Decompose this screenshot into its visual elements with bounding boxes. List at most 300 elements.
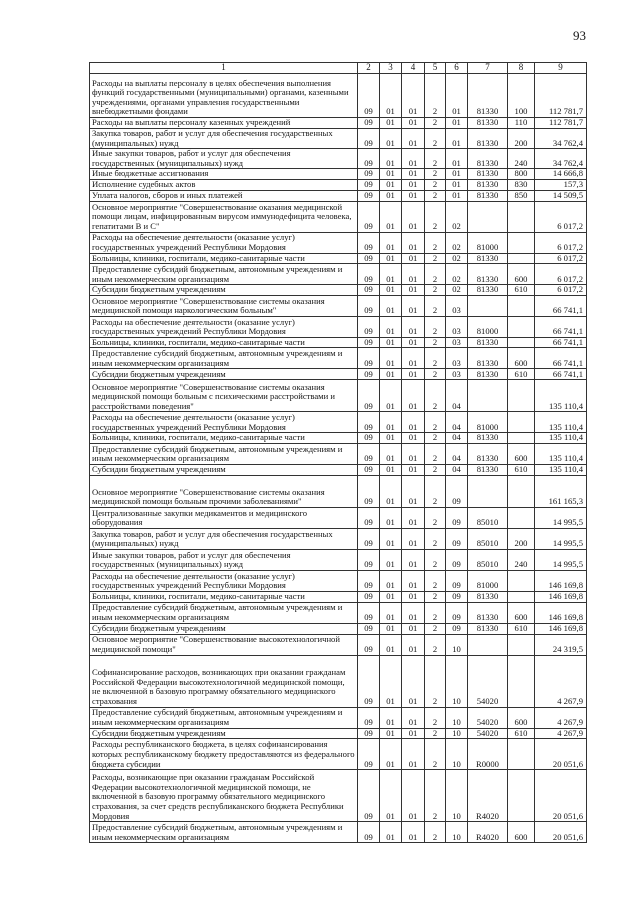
section-code: 01: [380, 285, 402, 296]
section-code: 01: [380, 591, 402, 602]
row-name: Расходы на обеспечение деятельности (оказание услуг) государственных учреждений Республики Мордовия: [90, 570, 358, 591]
type-code: [508, 316, 535, 337]
activity-code: 01: [446, 118, 468, 129]
table-body: [90, 74, 587, 843]
activity-code: 01: [446, 190, 468, 201]
expense-code: 81330: [468, 285, 508, 296]
section-code: 01: [380, 412, 402, 433]
ministry-code: 09: [358, 253, 380, 264]
expense-code: 81330: [468, 129, 508, 149]
table-row: [90, 443, 587, 464]
subsection-code: 01: [402, 728, 425, 739]
section-code: 01: [380, 475, 402, 507]
activity-code: 01: [446, 74, 468, 118]
row-name: Больницы, клиники, госпитали, медико-санитарные части: [90, 591, 358, 602]
expense-code: 81330: [468, 74, 508, 118]
type-code: 800: [508, 169, 535, 180]
subsection-code: 01: [402, 623, 425, 634]
type-code: 610: [508, 464, 535, 475]
column-header: 3: [380, 63, 402, 74]
activity-code: 10: [446, 655, 468, 707]
ministry-code: 09: [358, 201, 380, 232]
section-code: 01: [380, 253, 402, 264]
program-code: 2: [425, 412, 446, 433]
activity-code: 01: [446, 129, 468, 149]
section-code: 01: [380, 380, 402, 412]
program-code: 2: [425, 822, 446, 843]
amount: 135 110,4: [535, 412, 587, 433]
amount: 4 267,9: [535, 707, 587, 728]
type-code: [508, 253, 535, 264]
subsection-code: 01: [402, 655, 425, 707]
activity-code: 09: [446, 570, 468, 591]
subsection-code: 01: [402, 201, 425, 232]
ministry-code: 09: [358, 822, 380, 843]
ministry-code: 09: [358, 655, 380, 707]
type-code: 610: [508, 623, 535, 634]
section-code: 01: [380, 369, 402, 380]
amount: 66 741,1: [535, 295, 587, 316]
table-row: [90, 264, 587, 285]
ministry-code: 09: [358, 475, 380, 507]
amount: 66 741,1: [535, 337, 587, 348]
ministry-code: 09: [358, 295, 380, 316]
row-name: Предоставление субсидий бюджетным, автономным учреждениям и иным некоммерческим организациям: [90, 707, 358, 728]
type-code: [508, 337, 535, 348]
table-row: [90, 369, 587, 380]
subsection-code: 01: [402, 591, 425, 602]
amount: 112 781,7: [535, 118, 587, 129]
table-row: [90, 285, 587, 296]
table-row: [90, 507, 587, 528]
section-code: 01: [380, 433, 402, 444]
ministry-code: 09: [358, 337, 380, 348]
program-code: 2: [425, 707, 446, 728]
subsection-code: 01: [402, 129, 425, 149]
expense-code: 85010: [468, 507, 508, 528]
activity-code: 02: [446, 232, 468, 253]
expense-code: [468, 634, 508, 655]
activity-code: 03: [446, 348, 468, 369]
type-code: 610: [508, 728, 535, 739]
section-code: 01: [380, 707, 402, 728]
amount: 6 017,2: [535, 285, 587, 296]
subsection-code: 01: [402, 822, 425, 843]
amount: 4 267,9: [535, 655, 587, 707]
table-row: [90, 770, 587, 822]
program-code: 2: [425, 285, 446, 296]
type-code: 200: [508, 129, 535, 149]
subsection-code: 01: [402, 285, 425, 296]
subsection-code: 01: [402, 707, 425, 728]
program-code: 2: [425, 380, 446, 412]
activity-code: 04: [446, 433, 468, 444]
activity-code: 04: [446, 412, 468, 433]
amount: 135 110,4: [535, 464, 587, 475]
program-code: 2: [425, 179, 446, 190]
program-code: 2: [425, 295, 446, 316]
section-code: 01: [380, 337, 402, 348]
program-code: 2: [425, 443, 446, 464]
row-name: Предоставление субсидий бюджетным, автономным учреждениям и иным некоммерческим организациям: [90, 822, 358, 843]
amount: 146 169,8: [535, 570, 587, 591]
activity-code: 03: [446, 295, 468, 316]
row-name: Расходы на обеспечение деятельности (оказание услуг) государственных учреждений Республики Мордовия: [90, 412, 358, 433]
table-row: [90, 464, 587, 475]
program-code: 2: [425, 118, 446, 129]
program-code: 2: [425, 129, 446, 149]
column-header: 9: [535, 63, 587, 74]
amount: 66 741,1: [535, 348, 587, 369]
activity-code: 10: [446, 739, 468, 770]
section-code: 01: [380, 602, 402, 623]
amount: 4 267,9: [535, 728, 587, 739]
amount: 135 110,4: [535, 443, 587, 464]
expense-code: 81000: [468, 412, 508, 433]
expense-code: 81330: [468, 464, 508, 475]
subsection-code: 01: [402, 475, 425, 507]
subsection-code: 01: [402, 380, 425, 412]
subsection-code: 01: [402, 549, 425, 570]
amount: 146 169,8: [535, 591, 587, 602]
row-name: Софинансирование расходов, возникающих при оказании гражданам Российской Федерации высокотехнологичной медицинской помощи, не включенной в базовую программу обязательного медицинского страхования: [90, 655, 358, 707]
section-code: 01: [380, 232, 402, 253]
subsection-code: 01: [402, 179, 425, 190]
amount: 14 995,5: [535, 549, 587, 570]
section-code: 01: [380, 295, 402, 316]
activity-code: 03: [446, 369, 468, 380]
activity-code: 09: [446, 528, 468, 549]
program-code: 2: [425, 149, 446, 169]
amount: 14 995,5: [535, 507, 587, 528]
expense-code: 81330: [468, 623, 508, 634]
row-name: Предоставление субсидий бюджетным, автономным учреждениям и иным некоммерческим организациям: [90, 602, 358, 623]
expense-code: 81330: [468, 190, 508, 201]
section-code: 01: [380, 190, 402, 201]
expense-code: 81330: [468, 591, 508, 602]
activity-code: 09: [446, 507, 468, 528]
type-code: 600: [508, 707, 535, 728]
type-code: [508, 201, 535, 232]
expense-code: 81330: [468, 443, 508, 464]
ministry-code: 09: [358, 169, 380, 180]
table-row: [90, 118, 587, 129]
page-number: 93: [573, 28, 586, 43]
ministry-code: 09: [358, 118, 380, 129]
table-row: [90, 433, 587, 444]
expense-code: R4020: [468, 822, 508, 843]
column-header: 1: [90, 63, 358, 74]
section-code: 01: [380, 549, 402, 570]
row-name: Больницы, клиники, госпитали, медико-санитарные части: [90, 253, 358, 264]
table-row: [90, 337, 587, 348]
activity-code: 09: [446, 549, 468, 570]
type-code: [508, 475, 535, 507]
expense-code: 81330: [468, 253, 508, 264]
row-name: Субсидии бюджетным учреждениям: [90, 623, 358, 634]
subsection-code: 01: [402, 295, 425, 316]
row-name: Расходы на обеспечение деятельности (оказание услуг) государственных учреждений Республики Мордовия: [90, 232, 358, 253]
program-code: 2: [425, 475, 446, 507]
table-row: [90, 707, 587, 728]
activity-code: 04: [446, 380, 468, 412]
table-row: [90, 549, 587, 570]
expense-code: 81330: [468, 337, 508, 348]
row-name: Расходы на обеспечение деятельности (оказание услуг) государственных учреждений Республики Мордовия: [90, 316, 358, 337]
subsection-code: 01: [402, 316, 425, 337]
program-code: 2: [425, 369, 446, 380]
type-code: 610: [508, 285, 535, 296]
program-code: 2: [425, 739, 446, 770]
amount: 6 017,2: [535, 264, 587, 285]
row-name: Расходы республиканского бюджета, в целях софинансирования которых республиканскому бюджету предоставляются из федерального бюджета субсидии: [90, 739, 358, 770]
type-code: 200: [508, 528, 535, 549]
amount: 66 741,1: [535, 369, 587, 380]
ministry-code: 09: [358, 412, 380, 433]
expense-code: 81000: [468, 232, 508, 253]
subsection-code: 01: [402, 412, 425, 433]
activity-code: 02: [446, 201, 468, 232]
expense-code: 81330: [468, 169, 508, 180]
column-header: 8: [508, 63, 535, 74]
subsection-code: 01: [402, 634, 425, 655]
table-row: [90, 591, 587, 602]
activity-code: 02: [446, 285, 468, 296]
row-name: Иные закупки товаров, работ и услуг для обеспечения государственных (муниципальных) нужд: [90, 549, 358, 570]
expense-code: 85010: [468, 549, 508, 570]
type-code: 240: [508, 149, 535, 169]
subsection-code: 01: [402, 348, 425, 369]
type-code: [508, 507, 535, 528]
expense-code: 85010: [468, 528, 508, 549]
amount: 66 741,1: [535, 316, 587, 337]
type-code: 600: [508, 264, 535, 285]
expense-code: [468, 475, 508, 507]
amount: 20 051,6: [535, 822, 587, 843]
table-row: [90, 201, 587, 232]
type-code: 600: [508, 348, 535, 369]
row-name: Закупка товаров, работ и услуг для обеспечения государственных (муниципальных) нужд: [90, 129, 358, 149]
activity-code: 10: [446, 770, 468, 822]
program-code: 2: [425, 464, 446, 475]
table-row: [90, 295, 587, 316]
table-row: [90, 475, 587, 507]
table-row: [90, 380, 587, 412]
expense-code: 54020: [468, 707, 508, 728]
ministry-code: 09: [358, 507, 380, 528]
row-name: Основное мероприятие "Совершенствование высокотехнологичной медицинской помощи": [90, 634, 358, 655]
activity-code: 01: [446, 179, 468, 190]
section-code: 01: [380, 634, 402, 655]
expense-code: 81330: [468, 149, 508, 169]
amount: 6 017,2: [535, 232, 587, 253]
row-name: Субсидии бюджетным учреждениям: [90, 369, 358, 380]
expense-code: [468, 201, 508, 232]
expense-code: 81330: [468, 179, 508, 190]
section-code: 01: [380, 528, 402, 549]
amount: 6 017,2: [535, 201, 587, 232]
column-header: 6: [446, 63, 468, 74]
expense-code: [468, 380, 508, 412]
subsection-code: 01: [402, 739, 425, 770]
section-code: 01: [380, 118, 402, 129]
type-code: [508, 655, 535, 707]
section-code: 01: [380, 179, 402, 190]
activity-code: 09: [446, 475, 468, 507]
section-code: 01: [380, 74, 402, 118]
ministry-code: 09: [358, 602, 380, 623]
column-header: 5: [425, 63, 446, 74]
table-row: [90, 253, 587, 264]
section-code: 01: [380, 739, 402, 770]
table-row: [90, 623, 587, 634]
amount: 135 110,4: [535, 433, 587, 444]
program-code: 2: [425, 190, 446, 201]
program-code: 2: [425, 655, 446, 707]
activity-code: 10: [446, 822, 468, 843]
subsection-code: 01: [402, 118, 425, 129]
expense-code: 81330: [468, 602, 508, 623]
subsection-code: 01: [402, 528, 425, 549]
ministry-code: 09: [358, 348, 380, 369]
program-code: 2: [425, 201, 446, 232]
ministry-code: 09: [358, 707, 380, 728]
type-code: 600: [508, 602, 535, 623]
activity-code: 02: [446, 253, 468, 264]
ministry-code: 09: [358, 634, 380, 655]
ministry-code: 09: [358, 623, 380, 634]
table-row: [90, 655, 587, 707]
section-code: 01: [380, 728, 402, 739]
ministry-code: 09: [358, 149, 380, 169]
ministry-code: 09: [358, 443, 380, 464]
subsection-code: 01: [402, 264, 425, 285]
expense-code: 81000: [468, 570, 508, 591]
row-name: Основное мероприятие "Совершенствование системы оказания медицинской помощи больным с психическими расстройствами и расстройствами поведения": [90, 380, 358, 412]
row-name: Предоставление субсидий бюджетным, автономным учреждениям и иным некоммерческим организациям: [90, 348, 358, 369]
expense-code: 81330: [468, 264, 508, 285]
table-row: [90, 316, 587, 337]
row-name: Исполнение судебных актов: [90, 179, 358, 190]
activity-code: 04: [446, 443, 468, 464]
expense-code: [468, 295, 508, 316]
activity-code: 10: [446, 634, 468, 655]
section-code: 01: [380, 201, 402, 232]
expense-code: 54020: [468, 655, 508, 707]
subsection-code: 01: [402, 253, 425, 264]
row-name: Иные закупки товаров, работ и услуг для обеспечения государственных (муниципальных) нужд: [90, 149, 358, 169]
table-row: [90, 412, 587, 433]
table-row: [90, 728, 587, 739]
ministry-code: 09: [358, 129, 380, 149]
type-code: [508, 232, 535, 253]
expense-code: 81330: [468, 369, 508, 380]
section-code: 01: [380, 822, 402, 843]
row-name: Субсидии бюджетным учреждениям: [90, 464, 358, 475]
type-code: 850: [508, 190, 535, 201]
row-name: Основное мероприятие "Совершенствование системы оказания медицинской помощи больным прочими заболеваниями": [90, 475, 358, 507]
expense-code: 81000: [468, 316, 508, 337]
row-name: Расходы на выплаты персоналу казенных учреждений: [90, 118, 358, 129]
program-code: 2: [425, 528, 446, 549]
activity-code: 01: [446, 149, 468, 169]
expense-code: 81330: [468, 118, 508, 129]
table-row: [90, 634, 587, 655]
program-code: 2: [425, 570, 446, 591]
row-name: Уплата налогов, сборов и иных платежей: [90, 190, 358, 201]
program-code: 2: [425, 169, 446, 180]
amount: 20 051,6: [535, 739, 587, 770]
type-code: 100: [508, 74, 535, 118]
amount: 157,3: [535, 179, 587, 190]
column-header: 2: [358, 63, 380, 74]
subsection-code: 01: [402, 169, 425, 180]
ministry-code: 09: [358, 232, 380, 253]
subsection-code: 01: [402, 433, 425, 444]
subsection-code: 01: [402, 507, 425, 528]
ministry-code: 09: [358, 316, 380, 337]
section-code: 01: [380, 655, 402, 707]
row-name: Предоставление субсидий бюджетным, автономным учреждениям и иным некоммерческим организациям: [90, 443, 358, 464]
type-code: [508, 770, 535, 822]
subsection-code: 01: [402, 602, 425, 623]
header-row: [90, 63, 587, 74]
ministry-code: 09: [358, 464, 380, 475]
section-code: 01: [380, 149, 402, 169]
table-row: [90, 528, 587, 549]
type-code: 110: [508, 118, 535, 129]
amount: 146 169,8: [535, 623, 587, 634]
subsection-code: 01: [402, 337, 425, 348]
table-row: [90, 169, 587, 180]
row-name: Больницы, клиники, госпитали, медико-санитарные части: [90, 433, 358, 444]
subsection-code: 01: [402, 232, 425, 253]
program-code: 2: [425, 591, 446, 602]
table-row: [90, 570, 587, 591]
row-name: Больницы, клиники, госпитали, медико-санитарные части: [90, 337, 358, 348]
section-code: 01: [380, 264, 402, 285]
type-code: 610: [508, 369, 535, 380]
row-name: Закупка товаров, работ и услуг для обеспечения государственных (муниципальных) нужд: [90, 528, 358, 549]
type-code: 830: [508, 179, 535, 190]
section-code: 01: [380, 129, 402, 149]
amount: 14 666,8: [535, 169, 587, 180]
program-code: 2: [425, 623, 446, 634]
expense-code: 81330: [468, 433, 508, 444]
program-code: 2: [425, 74, 446, 118]
expense-code: 54020: [468, 728, 508, 739]
program-code: 2: [425, 549, 446, 570]
row-name: Основное мероприятие "Совершенствование оказания медицинской помощи лицам, инфицированным вирусом иммунодефицита человека, гепатитами В и С": [90, 201, 358, 232]
amount: 24 319,5: [535, 634, 587, 655]
section-code: 01: [380, 570, 402, 591]
ministry-code: 09: [358, 739, 380, 770]
table-row: [90, 74, 587, 118]
amount: 14 509,5: [535, 190, 587, 201]
type-code: 600: [508, 822, 535, 843]
amount: 6 017,2: [535, 253, 587, 264]
ministry-code: 09: [358, 179, 380, 190]
activity-code: 03: [446, 316, 468, 337]
program-code: 2: [425, 264, 446, 285]
section-code: 01: [380, 623, 402, 634]
program-code: 2: [425, 602, 446, 623]
activity-code: 02: [446, 264, 468, 285]
row-name: Расходы на выплаты персоналу в целях обеспечения выполнения функций государственными (муниципальными) органами, казенными учреждениями, органами управления государственными внебюджетными фондами: [90, 74, 358, 118]
section-code: 01: [380, 316, 402, 337]
type-code: 240: [508, 549, 535, 570]
subsection-code: 01: [402, 74, 425, 118]
